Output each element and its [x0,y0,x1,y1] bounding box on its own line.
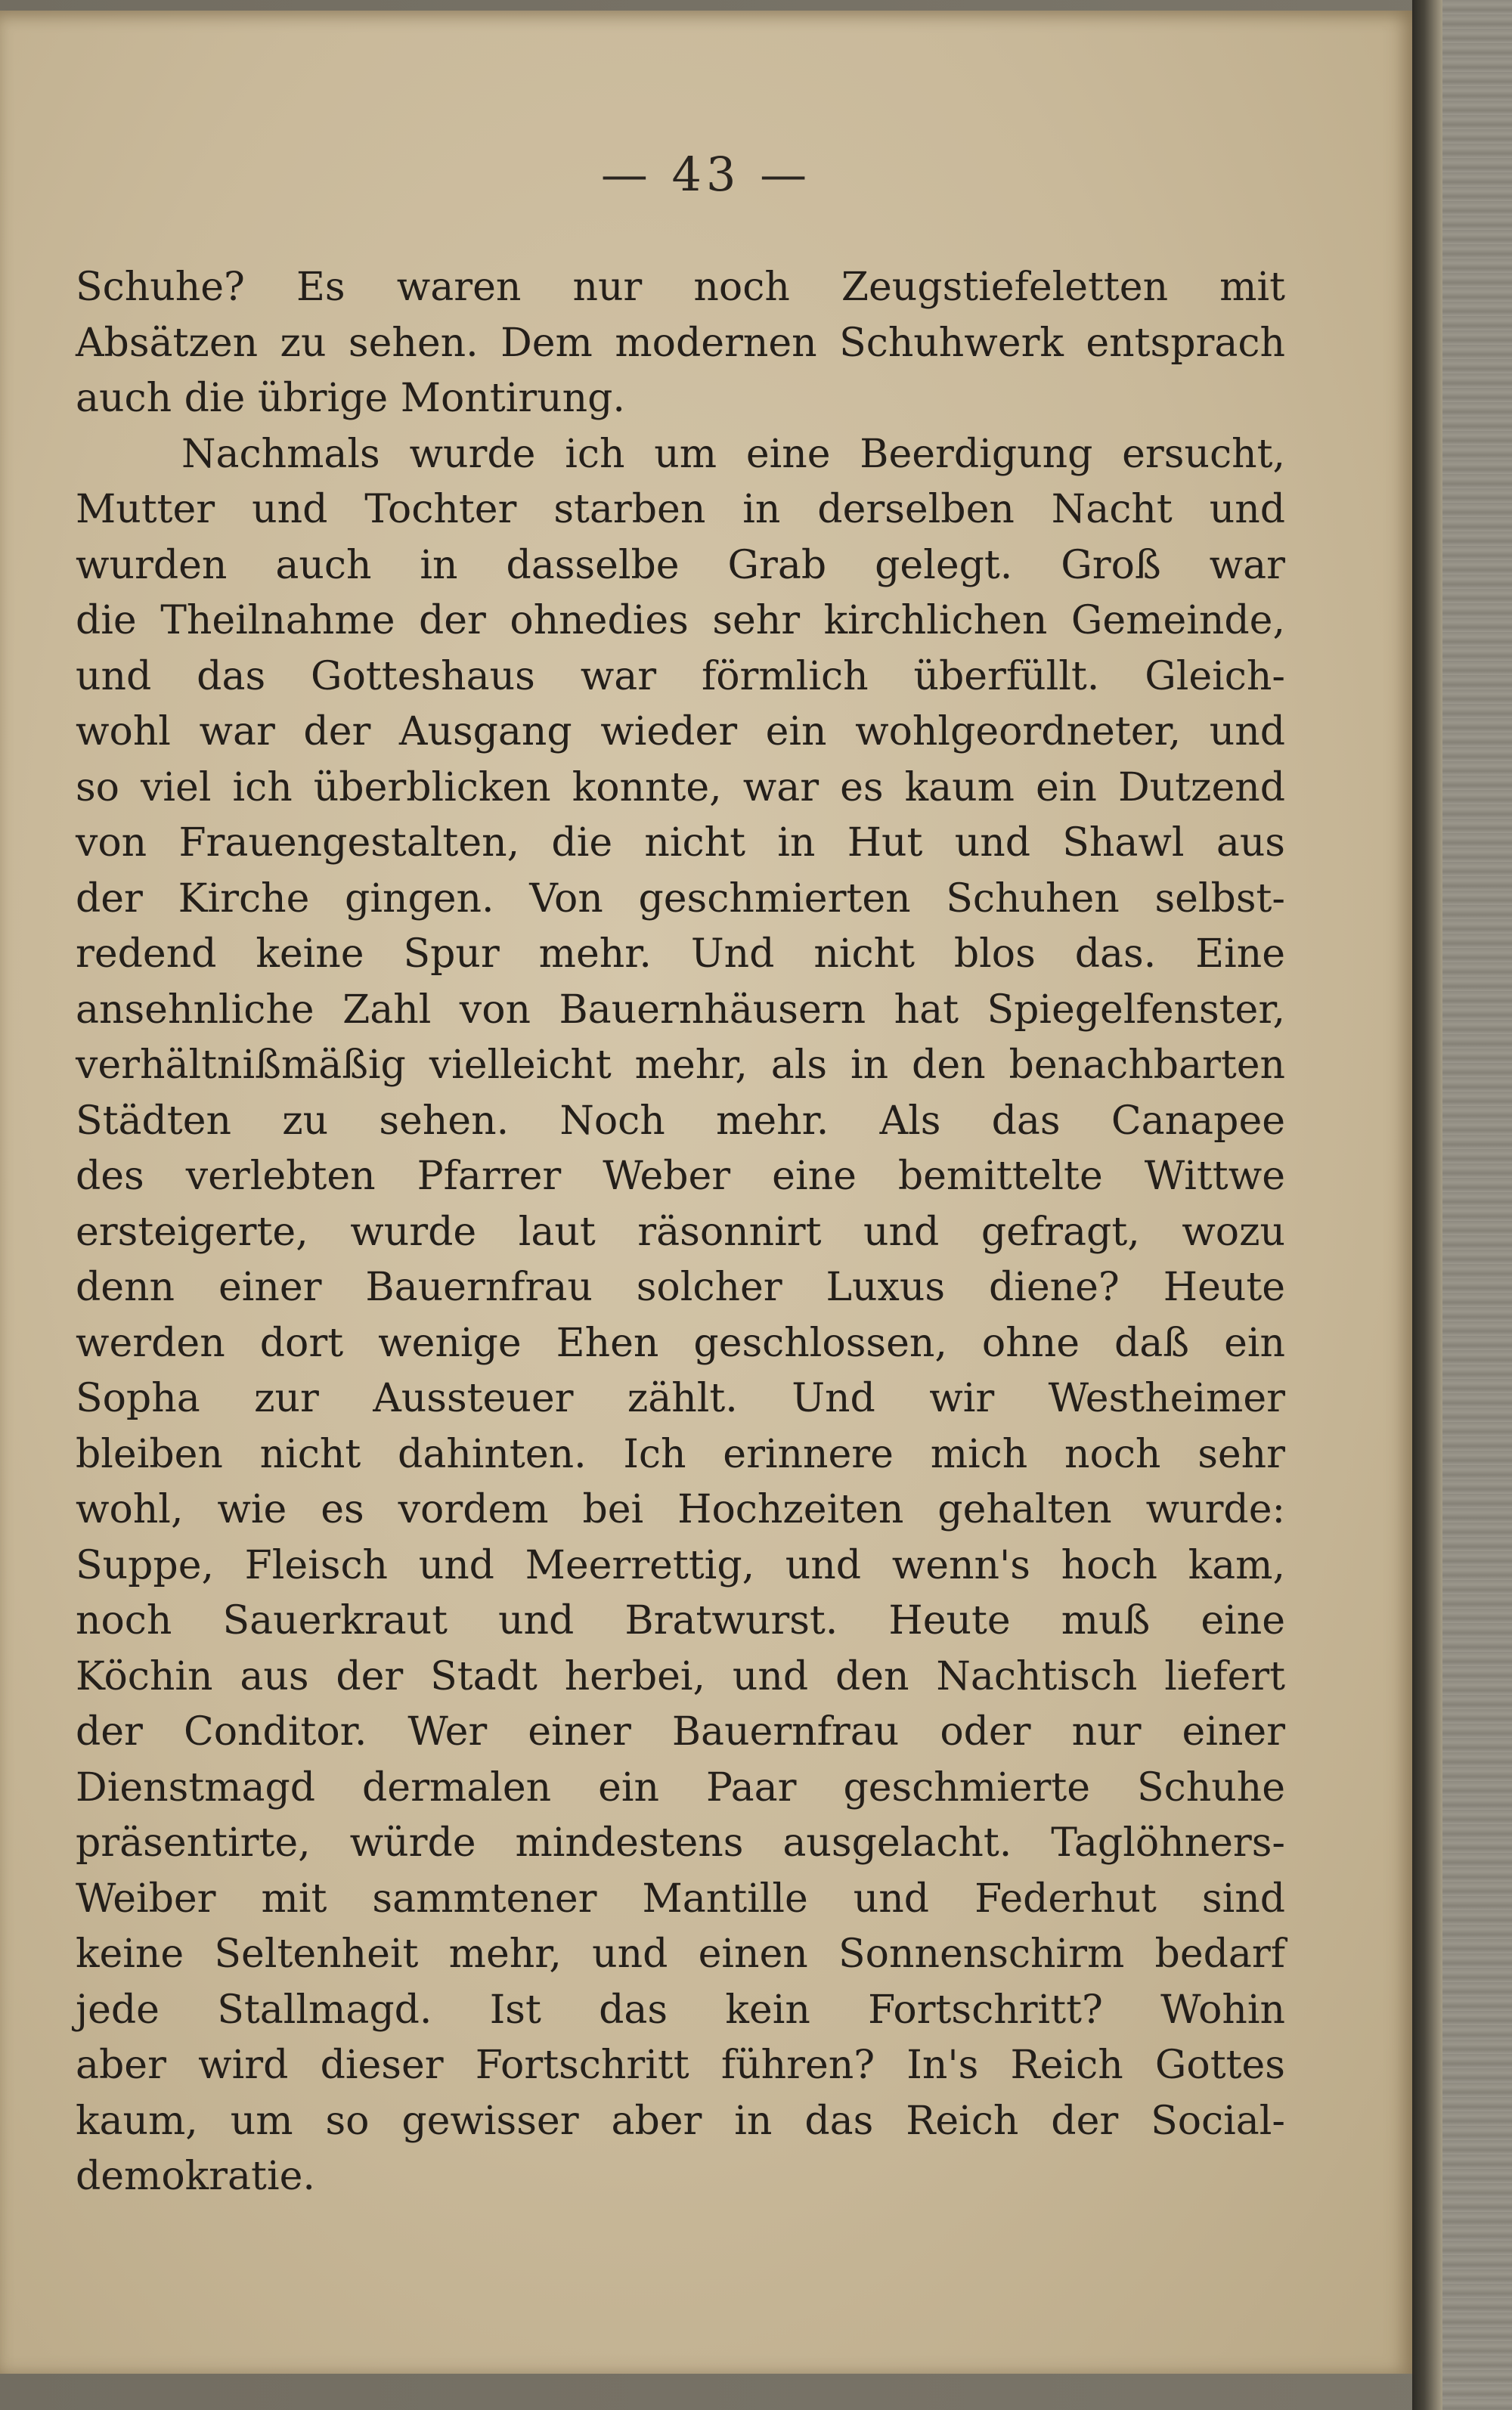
text-line: Suppe, Fleisch und Meerrettig, und wenn's hoch kam, [76,1542,1285,1588]
text-line: Absätzen zu sehen. Dem modernen Schuhwerk entsprach [76,320,1285,366]
text-line: der Conditor. Wer einer Bauernfrau oder nur einer [76,1709,1285,1755]
text-line: bleiben nicht dahinten. Ich erinnere mich noch sehr [76,1431,1285,1477]
text-line: Städten zu sehen. Noch mehr. Als das Canapee [76,1098,1285,1144]
text-line: denn einer Bauernfrau solcher Luxus diene? Heute [76,1265,1285,1310]
text-line: Nachmals wurde ich um eine Beerdigung ersucht, [181,431,1285,477]
text-line: demokratie. [76,2154,315,2199]
text-line: Köchin aus der Stadt herbei, und den Nachtisch liefert [76,1653,1285,1699]
text-line: noch Sauerkraut und Bratwurst. Heute muß eine [76,1598,1285,1643]
text-line: von Frauengestalten, die nicht in Hut und Shawl aus [76,820,1285,866]
text-line: präsentirte, würde mindestens ausgelacht. Taglöhners- [76,1820,1285,1866]
text-line: der Kirche gingen. Von geschmierten Schuhen selbst- [76,875,1285,922]
text-line: werden dort wenige Ehen geschlossen, ohne daß ein [76,1320,1285,1366]
page-number: — 43 — [600,147,812,202]
text-line: wohl, wie es vordem bei Hochzeiten gehalten wurde: [76,1487,1285,1532]
text-line: kaum, um so gewisser aber in das Reich der Social- [76,2098,1285,2144]
text-line: verhältnißmäßig vielleicht mehr, als in den benachbarten [76,1042,1285,1088]
page-sheet [0,11,1412,2374]
text-line: wohl war der Ausgang wieder ein wohlgeordneter, und [76,709,1285,754]
text-line: Sopha zur Aussteuer zählt. Und wir Westheimer [76,1376,1285,1421]
body-text [76,260,1285,2205]
text-line: Weiber mit sammtener Mantille und Federhut sind [76,1876,1285,1922]
text-line: Mutter und Tochter starben in derselben Nacht und [76,487,1285,532]
text-line: die Theilnahme der ohnedies sehr kirchlichen Gemeinde, [76,598,1285,643]
text-line: aber wird dieser Fortschritt führen? In's Reich Gottes [76,2043,1285,2088]
text-line: auch die übrige Montirung. [76,376,625,421]
text-line: Schuhe? Es waren nur noch Zeugstiefeletten mit [76,265,1285,310]
book-gutter-edge [1412,0,1442,2410]
text-line: Dienstmagd dermalen ein Paar geschmierte Schuhe [76,1764,1285,1811]
background-board [1442,0,1512,2410]
text-line: und das Gotteshaus war förmlich überfüllt. Gleich- [76,653,1285,699]
text-line: ersteigerte, wurde laut räsonnirt und gefragt, wozu [76,1209,1285,1255]
text-line: des verlebten Pfarrer Weber eine bemittelte Wittwe [76,1154,1285,1199]
text-line: jede Stallmagd. Ist das kein Fortschritt? Wohin [76,1987,1285,2033]
text-line: ansehnliche Zahl von Bauernhäusern hat Spiegelfenster, [76,987,1285,1033]
text-line: keine Seltenheit mehr, und einen Sonnenschirm bedarf [76,1931,1285,1977]
text-line: so viel ich überblicken konnte, war es kaum ein Dutzend [76,764,1285,810]
text-line: redend keine Spur mehr. Und nicht blos das. Eine [76,931,1285,977]
text-line: wurden auch in dasselbe Grab gelegt. Groß war [76,542,1285,588]
